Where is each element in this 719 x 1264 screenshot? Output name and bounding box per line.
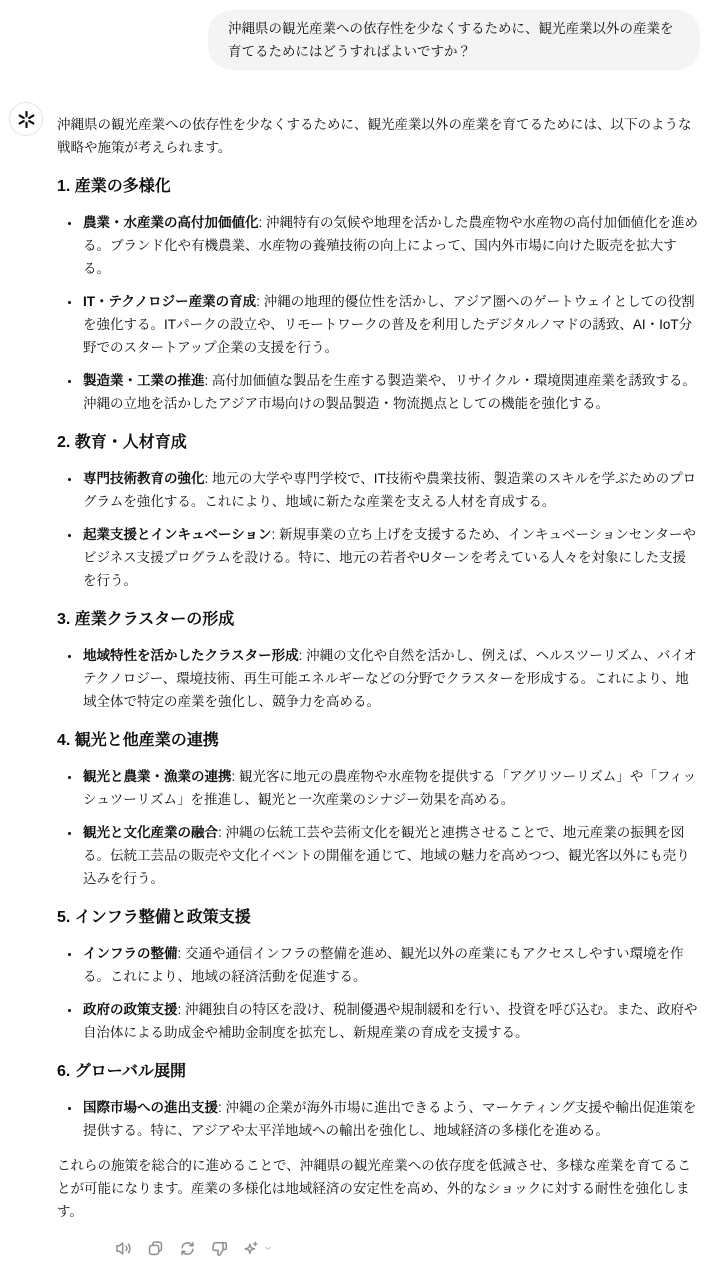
response-section [57,1062,699,1142]
bullet-text: : 沖縄の企業が海外市場に進出できるよう、マーケティング支援や輸出促進策を提供する。特に、アジアや太平洋地域への輸出を強化し、地域経済の多様化を進める。 [83,1100,697,1138]
bullet-item [81,523,699,592]
bullet-term: 地域特性を活かしたクラスター形成 [83,648,299,663]
user-message-row [0,10,719,70]
copy-icon [146,1239,165,1258]
read-aloud-button[interactable] [110,1235,136,1261]
bullet-text: : 交通や通信インフラの整備を進め、観光以外の産業にもアクセスしやすい環境を作る。これにより、地域の経済活動を促進する。 [83,946,684,984]
thumbs-down-button[interactable] [206,1235,232,1261]
bullet-term: インフラの整備 [83,946,178,961]
bullet-text: : 沖縄の文化や自然を活かし、例えば、ヘルスツーリズム、バイオテクノロジー、環境技術、再生可能エネルギーなどの分野でクラスターを形成する。これにより、地域全体で特定の産業を強化し、競争力を高める。 [83,648,697,709]
assistant-message [0,102,719,1261]
regenerate-icon [178,1239,197,1258]
bullet-item [81,821,699,890]
bullet-text: : 沖縄特有の気候や地理を活かした農産物や水産物の高付加価値化を進める。ブランド化や有機農業、水産物の養殖技術の向上によって、国内外市場に向けた販売を拡大する。 [83,215,699,276]
thumbs-down-icon [210,1239,229,1258]
response-section [57,731,699,890]
bullet-term: 製造業・工業の推進 [83,373,205,388]
section-heading: 5. インフラ整備と政策支援 [57,909,251,926]
bullet-term: 国際市場への進出支援 [83,1100,218,1115]
bullet-term: 政府の政策支援 [83,1002,178,1017]
bullet-item [81,1096,699,1142]
bullet-text: : 地元の大学や専門学校で、IT技術や農業技術、製造業のスキルを学ぶためのプログラムを強化する。これにより、地域に新たな産業を支える人材を育成する。 [83,471,697,509]
bullet-list [57,467,699,592]
response-sections [57,177,699,1142]
bullet-list [57,644,699,713]
response-section [57,908,699,1044]
bullet-term: 専門技術教育の強化 [83,471,205,486]
section-heading: 4. 観光と他産業の連携 [57,732,219,749]
bullet-list [57,942,699,1044]
bullet-term: IT・テクノロジー産業の育成 [83,294,257,309]
bullet-term: 観光と農業・漁業の連携 [83,769,232,784]
regenerate-button[interactable] [174,1235,200,1261]
bullet-text: : 沖縄の伝統工芸や芸術文化を観光と連携させることで、地元産業の振興を図る。伝統工芸品の販売や文化イベントの開催を通じて、地域の魅力を高めつつ、観光客以外にも売り込みを行う。 [83,825,690,886]
response-section [57,177,699,415]
bullet-item [81,765,699,811]
copy-button[interactable] [142,1235,168,1261]
chevron-down-icon [262,1242,274,1254]
bullet-text: : 沖縄の地理的優位性を活かし、アジア圏へのゲートウェイとしての役割を強化する。ITパークの設立や、リモートワークの普及を利用したデジタルノマドの誘致、AI・IoT分野でのスタートアップ企業の支援を行う。 [83,294,695,355]
bullet-text: : 観光客に地元の農産物や水産物を提供する「アグリツーリズム」や「フィッシュツーリズム」を推進し、観光と一次産業のシナジー効果を高める。 [83,769,697,807]
speaker-icon [114,1239,133,1258]
bullet-text: : 新規事業の立ち上げを支援するため、インキュベーションセンターやビジネス支援プログラムを設ける。特に、地元の若者やUターンを考えている人々を対象にした支援を行う。 [83,527,696,588]
response-section [57,433,699,592]
model-switcher-button[interactable] [238,1235,278,1261]
bullet-item [81,942,699,988]
bullet-term: 農業・水産業の高付加価値化 [83,215,259,230]
assistant-intro: 沖縄県の観光産業への依存性を少なくするために、観光産業以外の産業を育てるためには、以下のような戦略や施策が考えられます。 [57,117,692,155]
bullet-list [57,211,699,415]
response-section [57,610,699,713]
user-message-text: 沖縄県の観光産業への依存性を少なくするために、観光産業以外の産業を育てるためにはどうすればよいですか？ [228,21,674,59]
user-message-bubble [208,10,700,70]
bullet-item [81,211,699,280]
avatar [9,102,43,136]
bullet-item [81,998,699,1044]
bullet-item [81,290,699,359]
bullet-list [57,765,699,890]
assistant-content [57,102,699,1261]
assistant-closing: これらの施策を総合的に進めることで、沖縄県の観光産業への依存度を低減させ、多様な産業を育てることが可能になります。産業の多様化は地域経済の安定性を高め、外的なショックに対する耐性を強化します。 [57,1158,691,1219]
bullet-list [57,1096,699,1142]
section-heading: 2. 教育・人材育成 [57,434,187,451]
bullet-text: : 沖縄独自の特区を設け、税制優遇や規制緩和を行い、投資を呼び込む。また、政府や自治体による助成金や補助金制度を拡充し、新規産業の育成を支援する。 [83,1002,698,1040]
message-action-bar [110,1235,699,1261]
sparkle-icon [242,1239,261,1258]
bullet-term: 観光と文化産業の融合 [83,825,218,840]
section-heading: 6. グローバル展開 [57,1063,186,1080]
openai-logo-icon [17,110,36,129]
bullet-term: 起業支援とインキュベーション [83,527,272,542]
section-heading: 1. 産業の多様化 [57,178,171,195]
bullet-item [81,467,699,513]
section-heading: 3. 産業クラスターの形成 [57,611,235,628]
bullet-text: : 高付加価値な製品を生産する製造業や、リサイクル・環境関連産業を誘致する。沖縄の立地を活かしたアジア市場向けの製品製造・物流拠点としての機能を強化する。 [83,373,696,411]
bullet-item [81,369,699,415]
bullet-item [81,644,699,713]
